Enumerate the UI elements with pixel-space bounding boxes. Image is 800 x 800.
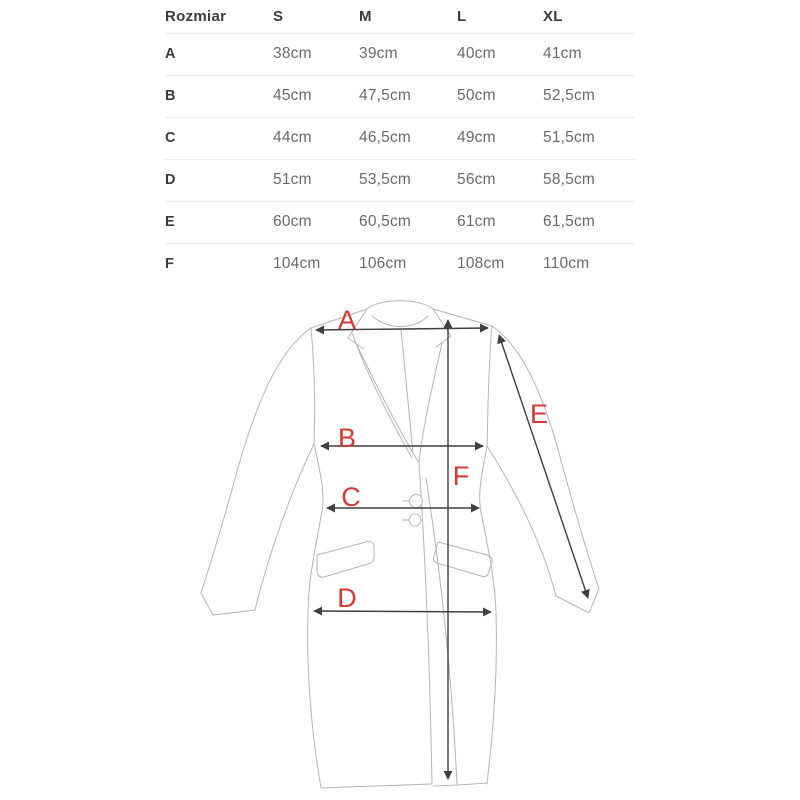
row-label: E bbox=[165, 214, 175, 230]
size-value: 38cm bbox=[273, 45, 312, 62]
row-label: C bbox=[165, 130, 176, 146]
coat-outline bbox=[201, 301, 599, 788]
size-value: 61cm bbox=[457, 213, 496, 230]
button-top bbox=[410, 495, 423, 508]
size-value: 51,5cm bbox=[543, 129, 596, 146]
size-value: 60cm bbox=[273, 213, 312, 230]
row-label: A bbox=[165, 46, 176, 62]
col-header-rozmiar: Rozmiar bbox=[165, 0, 273, 33]
col-header-xl: XL bbox=[543, 0, 635, 33]
size-value: 106cm bbox=[359, 255, 407, 273]
size-value: 110cm bbox=[543, 255, 590, 273]
measure-label-c: C bbox=[341, 482, 361, 512]
size-value: 58,5cm bbox=[543, 171, 596, 188]
size-value: 41cm bbox=[543, 45, 582, 62]
col-header-l: L bbox=[457, 0, 543, 33]
size-value: 47,5cm bbox=[359, 87, 412, 104]
measurement-arrows bbox=[314, 320, 588, 779]
size-value: 52,5cm bbox=[543, 87, 596, 104]
col-header-m: M bbox=[359, 0, 457, 33]
measure-label-b: B bbox=[337, 423, 356, 453]
left-pocket-flap bbox=[317, 542, 374, 578]
size-value: 40cm bbox=[457, 45, 496, 62]
size-value: 108cm bbox=[457, 255, 505, 273]
size-value: 46,5cm bbox=[359, 129, 412, 146]
measure-label-a: A bbox=[337, 305, 356, 335]
row-label: F bbox=[165, 256, 174, 273]
size-value: 50cm bbox=[457, 87, 496, 104]
size-value: 51cm bbox=[273, 171, 312, 188]
measure-label-e: E bbox=[529, 399, 548, 429]
button-bottom bbox=[409, 514, 421, 526]
right-pocket-flap bbox=[433, 542, 492, 577]
size-value: 104cm bbox=[273, 255, 321, 273]
col-header-s: S bbox=[273, 0, 359, 33]
row-label: D bbox=[165, 172, 176, 188]
size-value: 56cm bbox=[457, 171, 496, 188]
size-value: 39cm bbox=[359, 45, 398, 62]
row-label: B bbox=[165, 88, 176, 104]
size-value: 53,5cm bbox=[359, 171, 412, 188]
arrow-E bbox=[499, 335, 588, 598]
measure-label-f: F bbox=[452, 461, 470, 491]
size-value: 60,5cm bbox=[359, 213, 412, 230]
size-value: 44cm bbox=[273, 129, 312, 146]
size-value: 49cm bbox=[457, 129, 496, 146]
measure-label-d: D bbox=[337, 583, 357, 613]
size-value: 61,5cm bbox=[543, 213, 596, 230]
size-value: 45cm bbox=[273, 87, 312, 104]
